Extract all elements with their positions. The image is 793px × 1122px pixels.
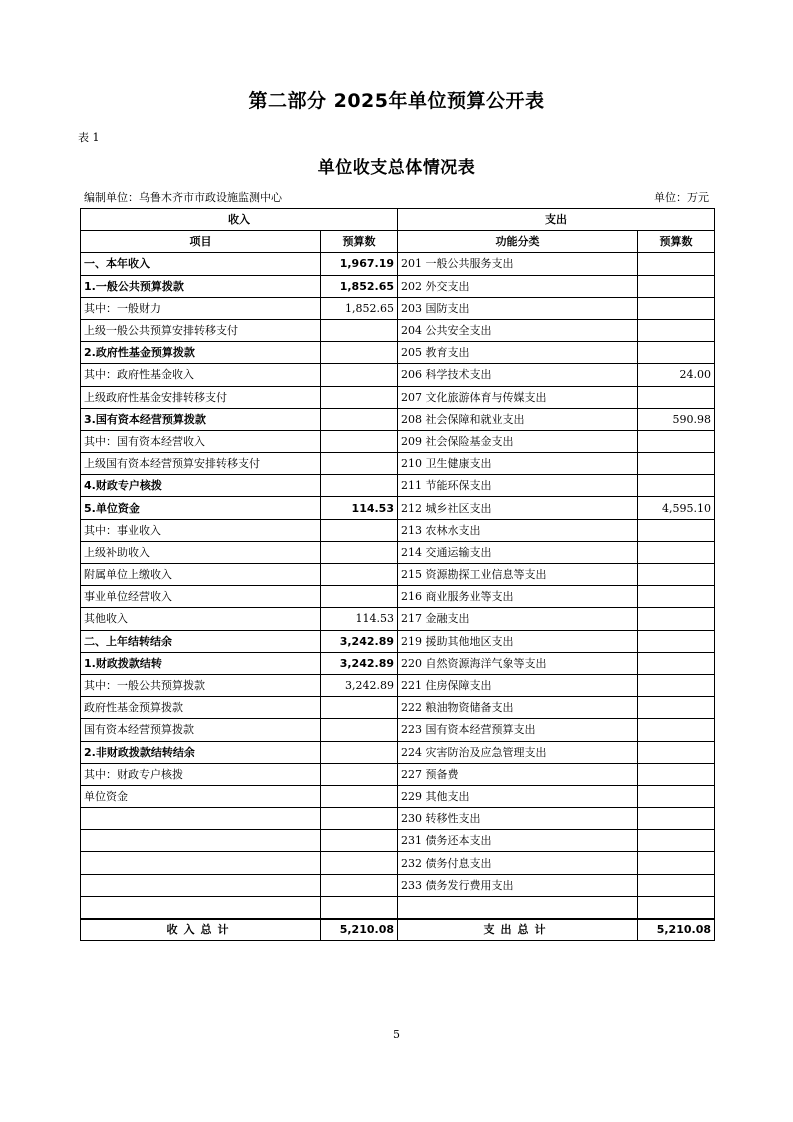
expense-value — [638, 808, 715, 830]
table-row — [81, 896, 715, 918]
income-item: 其中：一般公共预算拨款 — [81, 674, 321, 696]
income-value — [321, 342, 398, 364]
table-row — [81, 608, 715, 630]
table-row — [81, 586, 715, 608]
expense-item: 203 国防支出 — [398, 297, 638, 319]
expense-item: 211 节能环保支出 — [398, 475, 638, 497]
expense-item: 213 农林水支出 — [398, 519, 638, 541]
expense-item: 206 科学技术支出 — [398, 364, 638, 386]
income-item: 1.一般公共预算拨款 — [81, 275, 321, 297]
expense-item: 212 城乡社区支出 — [398, 497, 638, 519]
table-row — [81, 741, 715, 763]
item-header: 项目 — [81, 231, 321, 253]
expense-value — [638, 741, 715, 763]
currency-unit: 单位：万元 — [654, 191, 709, 204]
expense-value — [638, 342, 715, 364]
income-item: 3.国有资本经营预算拨款 — [81, 408, 321, 430]
expense-value — [638, 896, 715, 918]
document-title: 第二部分 2025年单位预算公开表 — [248, 90, 545, 112]
expense-value — [638, 763, 715, 785]
income-value: 114.53 — [321, 608, 398, 630]
expense-value — [638, 586, 715, 608]
income-value — [321, 896, 398, 918]
income-item: 上级国有资本经营预算安排转移支付 — [81, 453, 321, 475]
expense-value — [638, 253, 715, 275]
income-item: 其他收入 — [81, 608, 321, 630]
income-item: 附属单位上缴收入 — [81, 564, 321, 586]
expense-value — [638, 852, 715, 874]
income-value — [321, 319, 398, 341]
expense-value — [638, 275, 715, 297]
table-row — [81, 564, 715, 586]
table-row — [81, 830, 715, 852]
income-value — [321, 364, 398, 386]
income-value — [321, 408, 398, 430]
expense-item: 221 住房保障支出 — [398, 674, 638, 696]
expense-value — [638, 541, 715, 563]
compiling-unit: 编制单位：乌鲁木齐市市政设施监测中心 — [84, 191, 282, 204]
expense-value — [638, 319, 715, 341]
expense-item: 231 债务还本支出 — [398, 830, 638, 852]
expense-value — [638, 475, 715, 497]
budget-header-expense: 预算数 — [638, 231, 715, 253]
table-row — [81, 275, 715, 297]
expense-value — [638, 453, 715, 475]
expense-value — [638, 785, 715, 807]
expense-item: 209 社会保险基金支出 — [398, 430, 638, 452]
income-item: 国有资本经营预算拨款 — [81, 719, 321, 741]
table-row — [81, 342, 715, 364]
total-row — [81, 919, 715, 941]
income-item: 上级政府性基金安排转移支付 — [81, 386, 321, 408]
income-total-value: 5,210.08 — [321, 919, 398, 941]
table-row — [81, 408, 715, 430]
income-item: 其中：政府性基金收入 — [81, 364, 321, 386]
income-value — [321, 430, 398, 452]
income-item: 二、上年结转结余 — [81, 630, 321, 652]
table-row — [81, 364, 715, 386]
income-value: 1,852.65 — [321, 297, 398, 319]
expense-value — [638, 386, 715, 408]
expense-value — [638, 674, 715, 696]
table-row — [81, 697, 715, 719]
table-row — [81, 253, 715, 275]
income-item: 事业单位经营收入 — [81, 586, 321, 608]
expense-item: 220 自然资源海洋气象等支出 — [398, 652, 638, 674]
expense-item: 207 文化旅游体育与传媒支出 — [398, 386, 638, 408]
function-header: 功能分类 — [398, 231, 638, 253]
table-row — [81, 453, 715, 475]
table-row — [81, 674, 715, 696]
income-item: 政府性基金预算拨款 — [81, 697, 321, 719]
income-value — [321, 808, 398, 830]
income-value — [321, 741, 398, 763]
income-value — [321, 453, 398, 475]
income-item: 一、本年收入 — [81, 253, 321, 275]
table-title: 单位收支总体情况表 — [317, 158, 476, 178]
expense-item: 217 金融支出 — [398, 608, 638, 630]
expense-value: 24.00 — [638, 364, 715, 386]
expense-value — [638, 519, 715, 541]
expense-value — [638, 719, 715, 741]
income-value — [321, 386, 398, 408]
expense-value — [638, 297, 715, 319]
income-value — [321, 830, 398, 852]
expense-item — [398, 896, 638, 918]
table-row — [81, 475, 715, 497]
income-item — [81, 852, 321, 874]
income-item — [81, 808, 321, 830]
income-value: 1,967.19 — [321, 253, 398, 275]
table-row — [81, 319, 715, 341]
table-row — [81, 630, 715, 652]
expense-item: 229 其他支出 — [398, 785, 638, 807]
table-row — [81, 874, 715, 896]
income-item: 上级一般公共预算安排转移支付 — [81, 319, 321, 341]
expense-item: 224 灾害防治及应急管理支出 — [398, 741, 638, 763]
income-item: 2.非财政拨款结转结余 — [81, 741, 321, 763]
income-item — [81, 874, 321, 896]
table-row — [81, 763, 715, 785]
table-row — [81, 519, 715, 541]
table-row — [81, 497, 715, 519]
expense-item: 222 粮油物资储备支出 — [398, 697, 638, 719]
expense-item: 204 公共安全支出 — [398, 319, 638, 341]
expense-value — [638, 564, 715, 586]
expense-item: 230 转移性支出 — [398, 808, 638, 830]
income-value — [321, 874, 398, 896]
expense-total-value: 5,210.08 — [638, 919, 715, 941]
income-value — [321, 719, 398, 741]
expense-item: 233 债务发行费用支出 — [398, 874, 638, 896]
income-value: 1,852.65 — [321, 275, 398, 297]
income-item: 5.单位资金 — [81, 497, 321, 519]
income-item — [81, 896, 321, 918]
expense-item: 202 外交支出 — [398, 275, 638, 297]
expense-value: 590.98 — [638, 408, 715, 430]
income-value — [321, 564, 398, 586]
expense-item: 214 交通运输支出 — [398, 541, 638, 563]
income-value — [321, 785, 398, 807]
expense-item: 219 援助其他地区支出 — [398, 630, 638, 652]
expense-value: 4,595.10 — [638, 497, 715, 519]
income-item: 4.财政专户核拨 — [81, 475, 321, 497]
income-value: 114.53 — [321, 497, 398, 519]
income-item: 上级补助收入 — [81, 541, 321, 563]
table-row — [81, 541, 715, 563]
budget-table — [80, 208, 715, 941]
income-value — [321, 541, 398, 563]
expense-total-label: 支出总计 — [398, 919, 638, 941]
budget-header: 预算数 — [321, 231, 398, 253]
income-item: 其中：事业收入 — [81, 519, 321, 541]
expense-item: 232 债务付息支出 — [398, 852, 638, 874]
expense-item: 201 一般公共服务支出 — [398, 253, 638, 275]
expense-item: 215 资源勘探工业信息等支出 — [398, 564, 638, 586]
expense-value — [638, 430, 715, 452]
income-value — [321, 697, 398, 719]
expense-item: 210 卫生健康支出 — [398, 453, 638, 475]
income-item: 2.政府性基金预算拨款 — [81, 342, 321, 364]
table-row — [81, 386, 715, 408]
expense-item: 223 国有资本经营预算支出 — [398, 719, 638, 741]
table-row — [81, 297, 715, 319]
table-row — [81, 852, 715, 874]
income-item: 单位资金 — [81, 785, 321, 807]
table-row — [81, 430, 715, 452]
expense-item: 216 商业服务业等支出 — [398, 586, 638, 608]
table-row — [81, 785, 715, 807]
income-item — [81, 830, 321, 852]
expense-header: 支出 — [398, 209, 715, 231]
expense-value — [638, 697, 715, 719]
expense-value — [638, 608, 715, 630]
income-item: 其中：国有资本经营收入 — [81, 430, 321, 452]
income-value: 3,242.89 — [321, 630, 398, 652]
expense-item: 208 社会保障和就业支出 — [398, 408, 638, 430]
table-row — [81, 808, 715, 830]
expense-item: 227 预备费 — [398, 763, 638, 785]
table-row — [81, 652, 715, 674]
expense-value — [638, 830, 715, 852]
expense-value — [638, 630, 715, 652]
expense-value — [638, 652, 715, 674]
income-value — [321, 586, 398, 608]
income-value — [321, 852, 398, 874]
income-value: 3,242.89 — [321, 652, 398, 674]
income-item: 其中：一般财力 — [81, 297, 321, 319]
income-value: 3,242.89 — [321, 674, 398, 696]
income-total-label: 收入总计 — [81, 919, 321, 941]
table-number: 表 1 — [78, 131, 100, 144]
income-item: 其中：财政专户核拨 — [81, 763, 321, 785]
table-row — [81, 719, 715, 741]
page-number: 5 — [393, 1028, 400, 1041]
expense-value — [638, 874, 715, 896]
income-value — [321, 519, 398, 541]
expense-item: 205 教育支出 — [398, 342, 638, 364]
income-value — [321, 475, 398, 497]
income-header: 收入 — [81, 209, 398, 231]
income-value — [321, 763, 398, 785]
income-item: 1.财政拨款结转 — [81, 652, 321, 674]
